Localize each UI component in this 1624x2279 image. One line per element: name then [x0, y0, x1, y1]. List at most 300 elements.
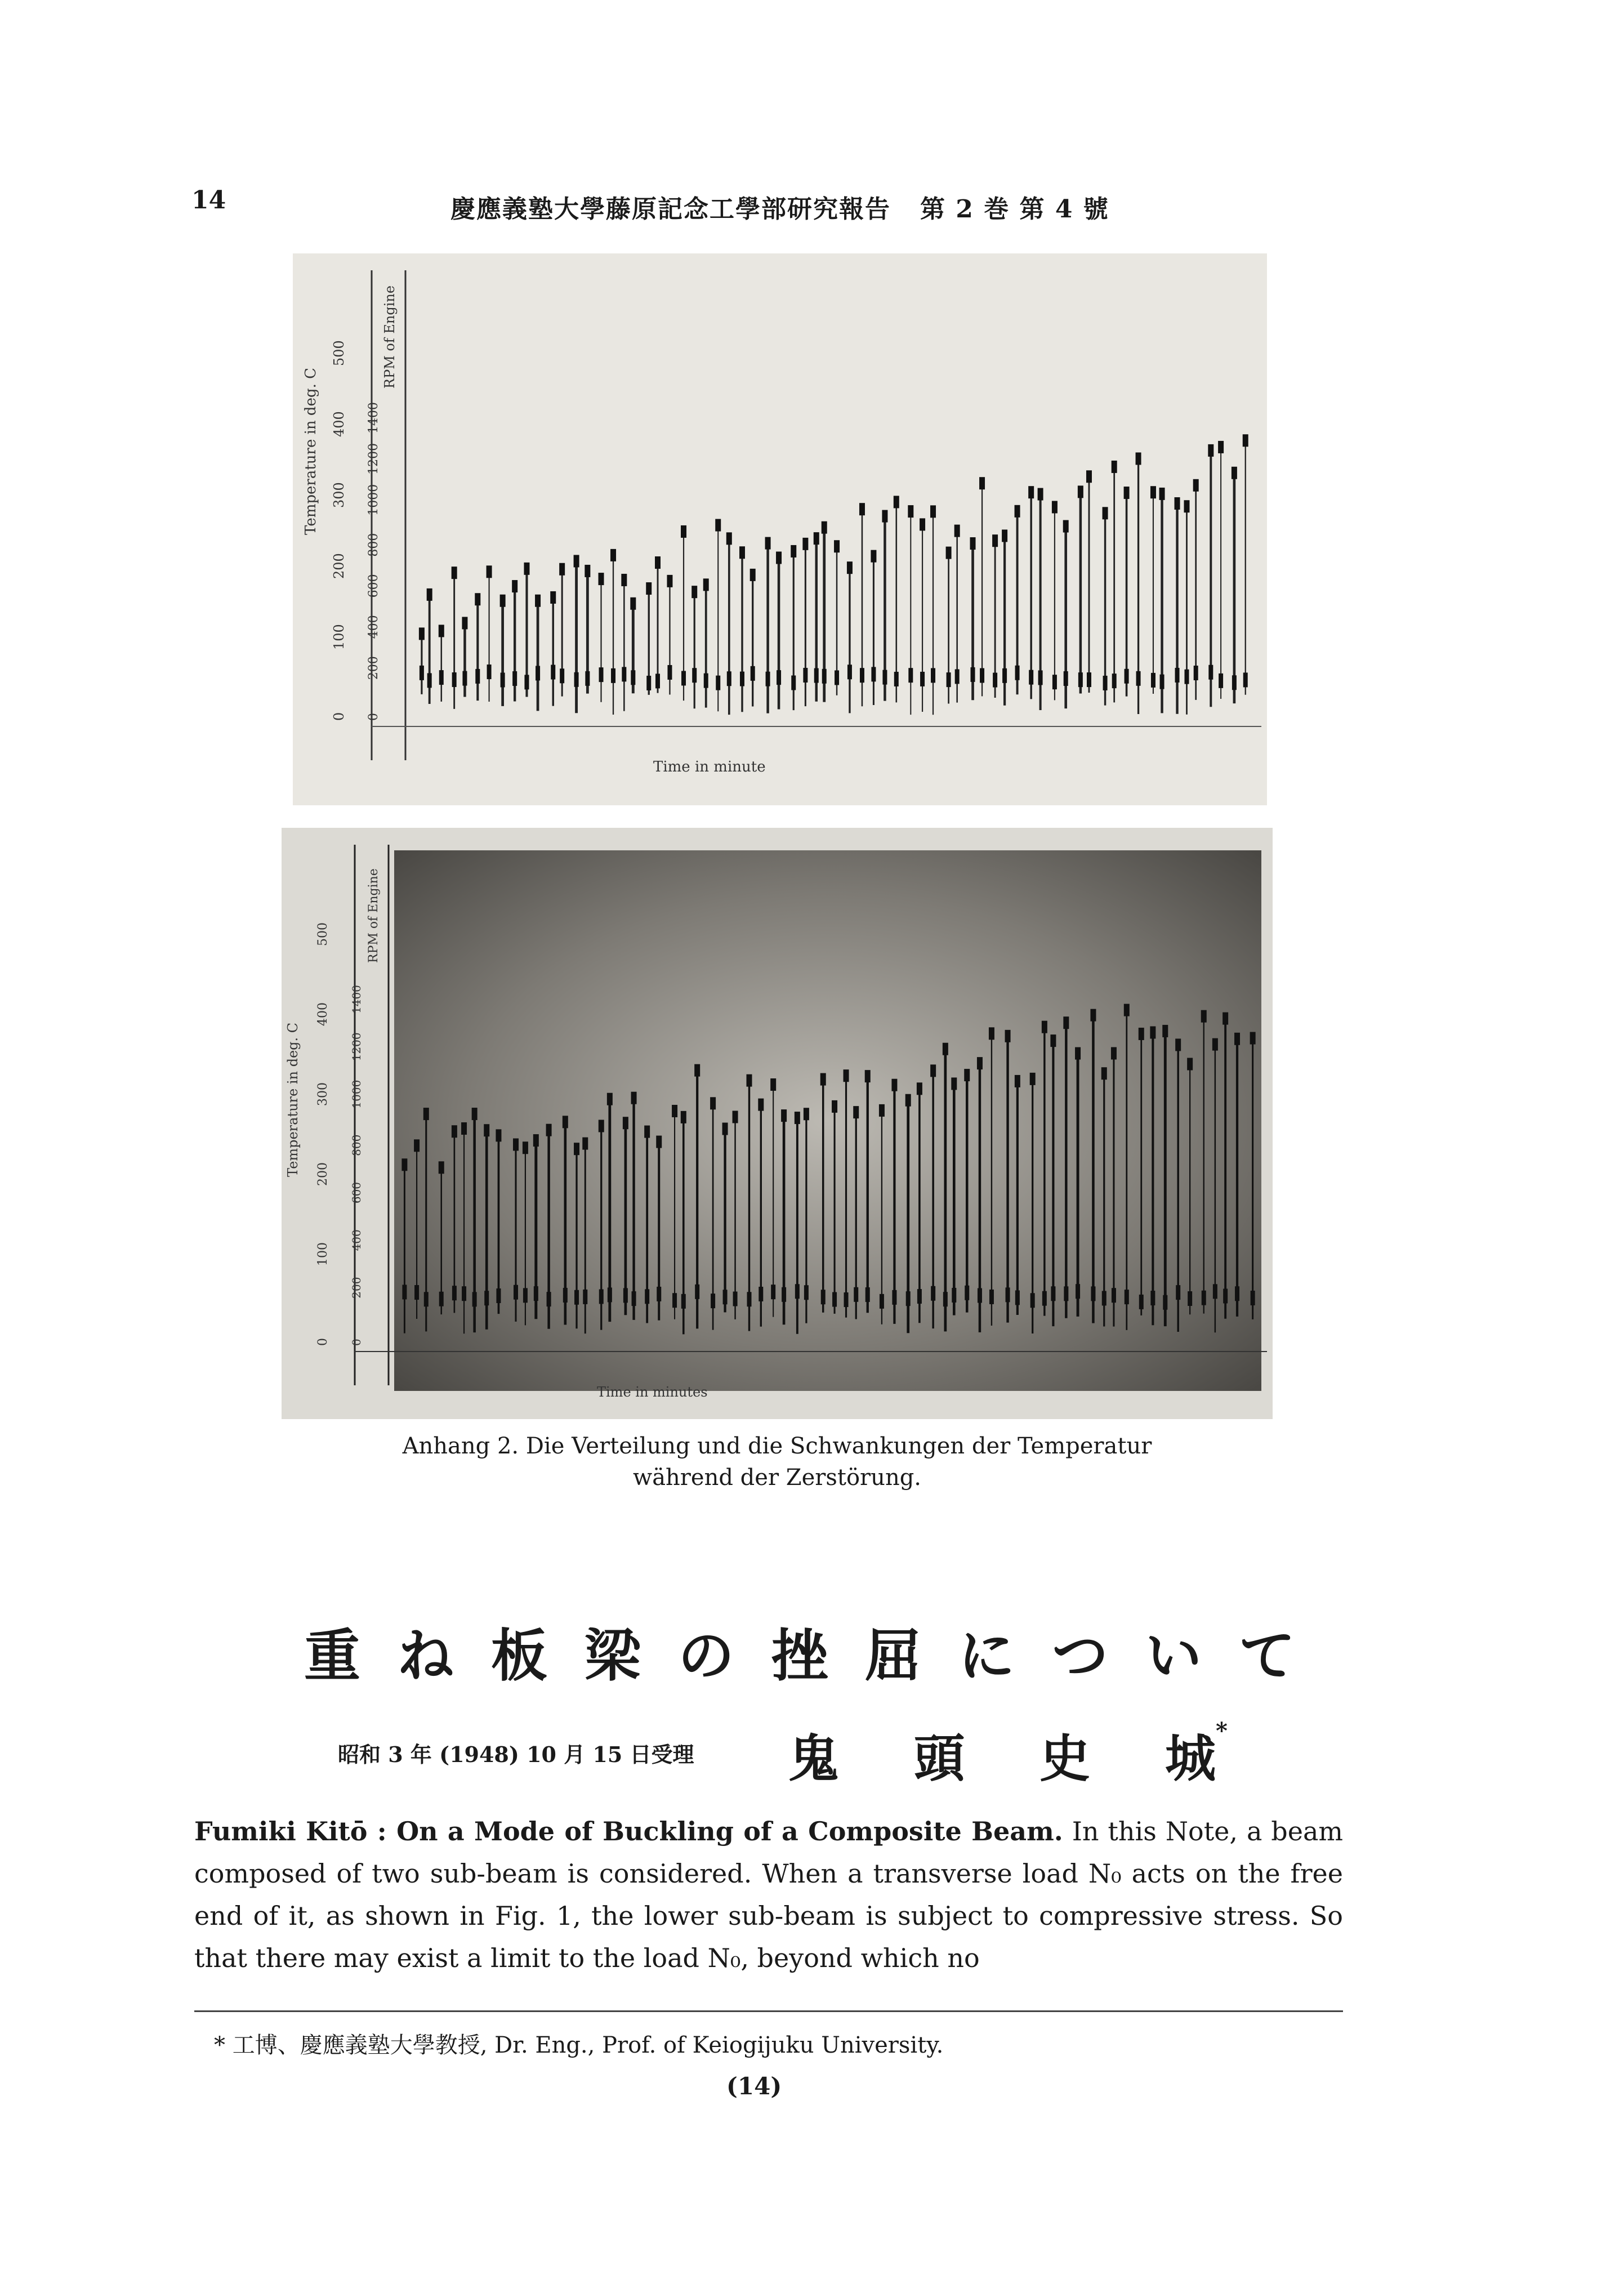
trace-peak: [1175, 497, 1180, 510]
trace-base-mark: [1188, 1291, 1192, 1306]
figure-1-temp-tick-label: 300: [331, 482, 347, 508]
figure-1-chart-record: [293, 253, 1267, 805]
trace-base-mark: [1219, 674, 1223, 688]
trace-peak: [970, 537, 976, 550]
trace-peak: [1050, 1034, 1056, 1047]
title-char: つ: [1052, 1622, 1108, 1689]
trace-base-mark: [681, 1294, 686, 1309]
trace-peak: [951, 1077, 957, 1090]
trace-base-mark: [860, 668, 864, 683]
running-header: [450, 189, 1126, 225]
trace-base-mark: [667, 665, 672, 680]
trace-base-mark: [534, 1286, 538, 1301]
title-char: て: [1239, 1622, 1295, 1689]
figure-2-rpm-tick-label: 0: [350, 1339, 363, 1346]
trace-base-mark: [512, 671, 517, 686]
author-char: 頭: [914, 1729, 965, 1789]
trace-base-mark: [1030, 1293, 1035, 1308]
figure-1-ylabel: Temperature in deg. C: [302, 367, 319, 535]
trace-peak: [487, 565, 492, 578]
trace-peak: [546, 1124, 552, 1136]
figure-1-rpm-label: RPM of Engine: [382, 285, 398, 389]
trace-base-mark: [1176, 1285, 1180, 1300]
trace-peak: [599, 1120, 604, 1132]
trace-base-mark: [574, 672, 579, 687]
trace-peak: [461, 1122, 467, 1135]
trace-base-mark: [611, 668, 615, 683]
trace-base-mark: [1125, 1290, 1129, 1304]
trace-peak: [1090, 1009, 1096, 1022]
trace-peak: [585, 565, 590, 577]
trace-base-mark: [931, 668, 935, 683]
trace-peak: [694, 1064, 700, 1077]
trace-peak: [710, 1097, 716, 1109]
figure-1-svg: [293, 253, 1267, 805]
trace-base-mark: [955, 669, 960, 684]
trace-base-mark: [711, 1294, 715, 1308]
figure-2-rpm-label: RPM of Engine: [367, 868, 381, 963]
trace-base-mark: [484, 1291, 489, 1305]
trace-base-mark: [1175, 668, 1180, 683]
trace-base-mark: [574, 1290, 579, 1305]
trace-base-mark: [947, 672, 951, 687]
trace-peak: [1111, 1047, 1117, 1059]
trace-peak: [419, 627, 425, 640]
trace-base-mark: [1102, 1291, 1107, 1305]
trace-peak: [631, 1092, 637, 1104]
title-char: の: [678, 1622, 734, 1689]
figure-1-rpm-tick-label: 1200: [367, 443, 381, 475]
figure-2-temp-tick-label: 100: [316, 1242, 330, 1266]
title-char: 板: [491, 1622, 547, 1689]
figure-1-xlabel: Time in minute: [653, 759, 766, 775]
trace-base-mark: [777, 670, 781, 685]
trace-peak: [1063, 1016, 1069, 1029]
trace-base-mark: [472, 1292, 477, 1306]
trace-peak: [1078, 485, 1083, 498]
trace-peak: [1175, 1038, 1181, 1051]
trace-base-mark: [645, 1289, 649, 1304]
trace-base-mark: [1064, 1286, 1068, 1301]
trace-peak: [535, 595, 541, 607]
trace-base-mark: [563, 1288, 568, 1303]
figure-2-temp-tick-label: 200: [316, 1162, 330, 1186]
trace-peak: [1232, 467, 1237, 479]
trace-base-mark: [1208, 665, 1213, 680]
trace-base-mark: [599, 667, 604, 682]
trace-base-mark: [931, 1286, 935, 1301]
trace-peak: [644, 1126, 650, 1138]
trace-peak: [791, 545, 796, 558]
trace-peak: [820, 1073, 826, 1086]
trace-base-mark: [906, 1291, 911, 1306]
trace-base-mark: [475, 669, 480, 684]
trace-base-mark: [952, 1288, 956, 1303]
trace-base-mark: [496, 1288, 501, 1303]
trace-base-mark: [978, 1288, 982, 1303]
trace-peak: [776, 551, 782, 564]
trace-base-mark: [1136, 671, 1141, 686]
page-number-bottom: (14): [726, 2072, 782, 2100]
trace-base-mark: [766, 672, 770, 686]
trace-base-mark: [989, 1290, 994, 1304]
figure-2-rpm-tick-label: 600: [350, 1181, 363, 1204]
trace-base-mark: [920, 672, 925, 686]
trace-base-mark: [943, 1292, 948, 1306]
figure-2-temp-tick-label: 300: [316, 1082, 330, 1106]
figure-1-rpm-tick-label: 600: [367, 574, 381, 598]
author-char: 鬼: [788, 1729, 839, 1789]
trace-base-mark: [882, 670, 887, 685]
trace-peak: [1075, 1047, 1081, 1060]
trace-base-mark: [1112, 1288, 1116, 1303]
trace-base-mark: [631, 670, 635, 685]
trace-base-mark: [414, 1285, 419, 1300]
figure-1-rpm-tick-label: 1400: [367, 402, 381, 434]
trace-peak: [452, 1125, 457, 1138]
figure-1-temp-tick-label: 200: [331, 553, 347, 579]
trace-base-mark: [1139, 1295, 1144, 1309]
trace-peak: [1184, 500, 1189, 512]
trace-base-mark: [980, 668, 984, 683]
trace-base-mark: [524, 675, 529, 689]
trace-peak: [655, 556, 661, 569]
trace-base-mark: [547, 1292, 551, 1306]
trace-base-mark: [599, 1289, 604, 1304]
trace-peak: [822, 521, 827, 534]
trace-peak: [500, 595, 506, 607]
trace-base-mark: [1243, 672, 1248, 687]
trace-peak: [623, 1117, 628, 1129]
author-name: [788, 1718, 1228, 1791]
trace-base-mark: [583, 1290, 587, 1304]
trace-peak: [1015, 1075, 1020, 1087]
footnote: * 工博、慶應義塾大學教授, Dr. Eng., Prof. of Keiogijuku University.: [214, 2032, 944, 2058]
trace-peak: [992, 534, 998, 547]
trace-peak: [401, 1158, 407, 1171]
trace-peak: [484, 1124, 489, 1136]
trace-base-mark: [993, 673, 997, 688]
trace-base-mark: [655, 674, 660, 688]
trace-peak: [917, 1082, 922, 1095]
figure-2-rpm-tick-label: 1200: [350, 1032, 363, 1062]
caption-line-1: Anhang 2. Die Verteilung und die Schwankungen der Temperatur: [402, 1433, 1152, 1459]
trace-base-mark: [452, 1286, 457, 1300]
trace-peak: [1038, 488, 1043, 501]
figure-2-rpm-tick-label: 1000: [350, 1080, 363, 1109]
trace-base-mark: [1087, 672, 1091, 687]
trace-base-mark: [1038, 670, 1043, 685]
trace-peak: [513, 1139, 519, 1151]
trace-peak: [559, 563, 565, 576]
trace-peak: [989, 1027, 994, 1040]
trace-base-mark: [1125, 669, 1129, 684]
trace-base-mark: [1223, 1288, 1228, 1303]
trace-base-mark: [1029, 670, 1033, 685]
trace-peak: [943, 1043, 948, 1055]
abstract-lead: Fumiki Kitō : On a Mode of Buckling of a Composite Beam.: [194, 1816, 1063, 1847]
trace-base-mark: [733, 1292, 738, 1306]
trace-peak: [1208, 444, 1213, 457]
trace-base-mark: [439, 1292, 444, 1306]
trace-base-mark: [1042, 1291, 1047, 1306]
caption-line-2: während der Zerstörung.: [632, 1465, 922, 1491]
trace-peak: [871, 550, 876, 563]
trace-base-mark: [803, 668, 807, 683]
figure-1-rpm-tick-label: 1000: [367, 484, 381, 516]
trace-peak: [1234, 1033, 1240, 1045]
trace-peak: [739, 546, 745, 559]
trace-peak: [1250, 1032, 1256, 1045]
trace-base-mark: [771, 1285, 775, 1299]
trace-base-mark: [795, 1284, 800, 1299]
trace-peak: [758, 1099, 764, 1111]
trace-peak: [930, 505, 936, 518]
trace-base-mark: [1076, 1284, 1080, 1299]
trace-base-mark: [1078, 672, 1083, 687]
trace-peak: [765, 537, 771, 550]
page-number: 14: [191, 186, 226, 215]
trace-peak: [715, 519, 721, 532]
trace-peak: [423, 1108, 429, 1120]
trace-base-mark: [487, 664, 492, 679]
trace-base-mark: [692, 668, 697, 683]
trace-peak: [1052, 501, 1058, 514]
figure-1-rpm-tick-label: 200: [367, 656, 381, 680]
trace-peak: [1218, 441, 1224, 453]
trace-peak: [770, 1078, 776, 1091]
trace-peak: [1086, 470, 1092, 483]
trace-peak: [865, 1070, 871, 1082]
trace-peak: [1159, 488, 1165, 500]
trace-peak: [681, 1111, 686, 1123]
trace-base-mark: [716, 676, 720, 690]
trace-base-mark: [1006, 1287, 1010, 1302]
trace-peak: [550, 591, 556, 604]
trace-peak: [414, 1139, 420, 1152]
trace-peak: [1136, 452, 1141, 465]
trace-base-mark: [894, 672, 899, 686]
figure-1-rpm-tick-label: 400: [367, 615, 381, 639]
trace-base-mark: [917, 1289, 922, 1304]
trace-base-mark: [871, 667, 876, 681]
trace-base-mark: [854, 1287, 858, 1302]
trace-base-mark: [439, 670, 444, 685]
figure-2-temp-tick-label: 500: [316, 922, 330, 946]
trace-base-mark: [723, 1290, 728, 1304]
trace-peak: [475, 593, 480, 605]
trace-base-mark: [632, 1291, 636, 1306]
title-char: 屈: [865, 1622, 921, 1689]
trace-peak: [859, 503, 865, 515]
trace-peak: [599, 573, 604, 585]
trace-peak: [1112, 461, 1117, 473]
trace-base-mark: [551, 665, 555, 680]
trace-peak: [946, 547, 952, 559]
trace-base-mark: [622, 667, 626, 681]
trace-base-mark: [727, 671, 731, 686]
trace-base-mark: [1202, 1291, 1206, 1305]
trace-peak: [722, 1123, 728, 1135]
author-char-last: [1165, 1718, 1228, 1791]
trace-base-mark: [782, 1287, 786, 1302]
trace-peak: [656, 1136, 662, 1148]
trace-peak: [672, 1105, 677, 1117]
trace-peak: [908, 505, 913, 518]
trace-peak: [1002, 529, 1007, 542]
figure-1-temp-tick-label: 400: [331, 411, 347, 437]
figure-2-rpm-tick-label: 200: [350, 1277, 363, 1299]
trace-base-mark: [844, 1292, 849, 1307]
trace-peak: [894, 496, 899, 508]
trace-peak: [1030, 1073, 1036, 1085]
trace-base-mark: [452, 672, 457, 687]
trace-peak: [1005, 1030, 1011, 1042]
trace-peak: [979, 477, 985, 489]
trace-base-mark: [1163, 1295, 1167, 1310]
footnote-divider: [194, 2010, 1343, 2012]
volume-issue: 第 2 巻 第 4 號: [920, 195, 1109, 224]
trace-peak: [607, 1093, 613, 1105]
trace-peak: [1124, 1004, 1130, 1016]
trace-peak: [1124, 487, 1130, 499]
trace-base-mark: [1194, 666, 1198, 680]
trace-peak: [1042, 1021, 1047, 1033]
trace-peak: [847, 561, 853, 574]
trace-base-mark: [1213, 1284, 1217, 1299]
title-char: ね: [398, 1622, 454, 1689]
trace-peak: [905, 1094, 911, 1107]
trace-base-mark: [747, 1292, 751, 1306]
trace-peak: [646, 582, 652, 595]
trace-peak: [439, 1161, 444, 1174]
trace-peak: [472, 1108, 478, 1120]
title-char: い: [1145, 1622, 1202, 1689]
figure-2-svg: [282, 828, 1273, 1419]
trace-base-mark: [1235, 1286, 1239, 1301]
abstract: [194, 1810, 1343, 1979]
trace-peak: [1063, 520, 1069, 533]
trace-peak: [574, 1143, 579, 1155]
trace-peak: [750, 569, 756, 581]
trace-base-mark: [1091, 1286, 1095, 1301]
trace-peak: [1223, 1013, 1228, 1025]
figure-2-ylabel: Temperature in deg. C: [285, 1022, 301, 1177]
trace-peak: [496, 1129, 501, 1141]
trace-base-mark: [740, 672, 744, 686]
trace-base-mark: [1015, 666, 1020, 680]
figure-1-rpm-tick-label: 800: [367, 533, 381, 557]
trace-base-mark: [908, 668, 913, 683]
trace-base-mark: [424, 1292, 429, 1306]
trace-base-mark: [832, 1292, 837, 1307]
figure-2-temp-tick-label: 0: [316, 1338, 330, 1346]
footnote-mark: *: [1216, 1718, 1228, 1744]
trace-peak: [667, 575, 672, 587]
trace-peak: [703, 578, 709, 591]
trace-peak: [834, 540, 840, 552]
figure-1-temp-tick-label: 500: [331, 340, 347, 366]
trace-base-mark: [1002, 668, 1007, 683]
trace-peak: [1028, 486, 1034, 498]
trace-peak: [574, 555, 579, 567]
trace-peak: [1193, 479, 1199, 492]
trace-base-mark: [1052, 675, 1057, 689]
trace-base-mark: [585, 671, 590, 686]
trace-peak: [930, 1064, 936, 1077]
trace-base-mark: [835, 670, 839, 685]
trace-peak: [621, 574, 627, 586]
trace-base-mark: [892, 1290, 896, 1305]
figure-2-rpm-tick-label: 800: [350, 1134, 363, 1156]
trace-peak: [882, 510, 887, 523]
trace-peak: [804, 1108, 809, 1120]
trace-base-mark: [880, 1294, 884, 1309]
trace-peak: [1187, 1058, 1193, 1071]
figure-1-rpm-tick-label: 0: [367, 713, 381, 721]
trace-base-mark: [623, 1288, 628, 1303]
figure-2-xlabel: Time in minutes: [597, 1384, 708, 1400]
trace-peak: [1150, 1026, 1155, 1038]
trace-base-mark: [1184, 670, 1189, 684]
trace-peak: [452, 567, 457, 579]
trace-base-mark: [759, 1287, 763, 1301]
trace-peak: [1243, 434, 1248, 447]
figure-1-temp-tick-label: 100: [331, 624, 347, 650]
trace-peak: [1015, 505, 1020, 518]
trace-base-mark: [402, 1285, 407, 1299]
trace-base-mark: [1112, 674, 1117, 688]
title-char: 重: [304, 1622, 360, 1689]
trace-base-mark: [1015, 1290, 1020, 1305]
title-char: 挫: [771, 1622, 828, 1689]
title-char: 梁: [585, 1622, 641, 1689]
trace-base-mark: [1232, 675, 1237, 690]
trace-peak: [832, 1100, 837, 1113]
trace-peak: [1101, 1067, 1107, 1080]
trace-base-mark: [695, 1285, 699, 1299]
trace-peak: [523, 1141, 528, 1154]
trace-peak: [691, 586, 697, 598]
trace-peak: [954, 525, 960, 537]
trace-base-mark: [501, 673, 505, 688]
figure-caption: [338, 1430, 1216, 1493]
trace-peak: [795, 1112, 800, 1124]
trace-peak: [964, 1069, 970, 1081]
trace-base-mark: [814, 668, 819, 683]
trace-peak: [462, 617, 467, 629]
trace-base-mark: [847, 664, 852, 679]
trace-peak: [726, 532, 732, 545]
trace-peak: [582, 1138, 588, 1150]
trace-peak: [920, 518, 925, 530]
figure-2-temp-tick-label: 400: [316, 1002, 330, 1026]
trace-base-mark: [681, 671, 686, 685]
paper-title: [304, 1611, 1295, 1692]
figure-2-rpm-tick-label: 400: [350, 1229, 363, 1251]
trace-base-mark: [1150, 1291, 1155, 1305]
trace-base-mark: [523, 1288, 528, 1303]
trace-base-mark: [657, 1287, 661, 1301]
trace-peak: [563, 1116, 568, 1128]
trace-peak: [781, 1109, 787, 1122]
trace-base-mark: [608, 1287, 612, 1302]
figure-2-chart-record: [282, 828, 1273, 1419]
trace-peak: [891, 1079, 897, 1091]
trace-base-mark: [1151, 673, 1155, 688]
trace-base-mark: [1160, 675, 1165, 689]
trace-base-mark: [1051, 1286, 1055, 1301]
